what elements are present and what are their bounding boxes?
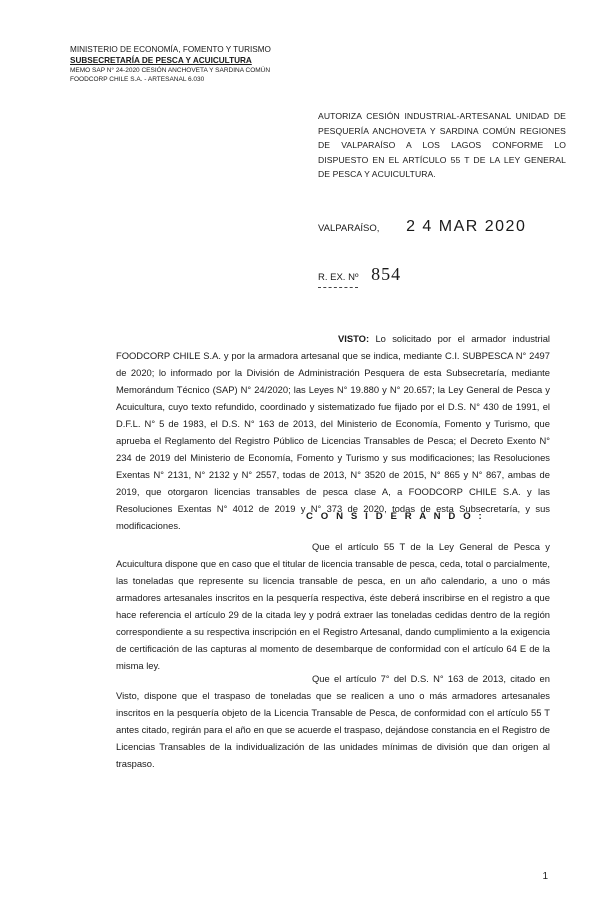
resolution-number bbox=[318, 264, 401, 285]
ministry-name: MINISTERIO DE ECONOMÍA, FOMENTO Y TURISMO bbox=[70, 45, 271, 54]
rex-number: 854 bbox=[371, 264, 402, 284]
date-stamp: 2 4 MAR 2020 bbox=[406, 218, 527, 235]
memo-reference: MEMO SAP N° 24-2020 CESIÓN ANCHOVETA Y SARDINA COMÚN bbox=[70, 67, 271, 74]
company-reference: FOODCORP CHILE S.A. - ARTESANAL 6.030 bbox=[70, 76, 205, 83]
rex-label: R. EX. Nº bbox=[318, 272, 359, 283]
subsecretaria-name: SUBSECRETARÍA DE PESCA Y ACUICULTURA bbox=[70, 56, 252, 65]
letterhead bbox=[70, 44, 310, 84]
considerando-paragraph-1: Que el artículo 55 T de la Ley General de Pesca y Acuicultura dispone que en caso que el titular de licencia transable de pesca, ceda, total o parcialmente, las toneladas que represente su licencia transable de pesca, en un año calendario, a uno o más armadores artesanales inscritos en la pesquería respectiva, éste deberá inscribirse en el registro a que hace referencia el artículo 29 de la citada ley y podrá extraer las toneladas cedidas dentro de la región correspondiente a su respectiva inscripción en el Registro Artesanal, dando cumplimiento a la exigencia de certificación de las capturas al momento de desembarque de conformidad con el artículo 64 E de la misma ley. bbox=[116, 541, 550, 671]
page-number: 1 bbox=[542, 871, 548, 882]
place-date bbox=[318, 218, 578, 236]
visto-paragraph bbox=[116, 330, 550, 534]
visto-text: Lo solicitado por el armador industrial FOODCORP CHILE S.A. y por la armadora artesanal que se indica, mediante C.I. SUBPESCA N° 2497 de 2020; lo informado por la División de Administración Pesquera de esta Subsecretaría, mediante Memorándum Técnico (SAP) N° 24/2020; las Leyes N° 19.880 y N° 20.657; la Ley General de Pesca y Acuicultura, cuyo texto refundido, coordinado y sistematizado fue fijado por el D.S. N° 430 de 1991, el D.F.L. N° 5 de 1983, el D.S. N° 163 de 2013, del Ministerio de Economía, Fomento y Turismo, que aprueba el Reglamento del Registro Público de Licencias Transables de Pesca; el Decreto Exento N° 234 de 2019 del Ministerio de Economía, Fomento y Turismo y sus modificaciones; las Resoluciones Exentas N° 2131, N° 2132 y N° 2557, todas de 2013, N° 3520 de 2015, N° 865 y N° 867, ambas de 2019, que otorgaron licencias transables de pesca clase A, a FOODCORP CHILE S.A. y las Resoluciones Exentas N° 4012 de 2019 y N° 373 de 2020, todas de esta Subsecretaría, y sus modificaciones. bbox=[116, 333, 550, 531]
considerando-heading: C O N S I D E R A N D O : bbox=[306, 511, 485, 522]
resolution-subject: AUTORIZA CESIÓN INDUSTRIAL-ARTESANAL UNIDAD DE PESQUERÍA ANCHOVETA Y SARDINA COMÚN REGIONES DE VALPARAÍSO A LOS LAGOS CONFORME LO DISPUESTO EN EL ARTÍCULO 55 T DE LA LEY GENERAL DE PESCA Y ACUICULTURA. bbox=[318, 111, 566, 179]
visto-lead: VISTO: bbox=[338, 333, 370, 344]
rex-underline bbox=[318, 287, 358, 288]
considerando-paragraph-2: Que el artículo 7° del D.S. N° 163 de 2013, citado en Visto, dispone que el traspaso de toneladas que se realicen a uno o más armadores artesanales inscritos en la pesquería objeto de la Licencia Transable de Pesca, de conformidad con el artículo 55 T antes citado, regirán para el año en que se acuerde el traspaso, dejándose constancia en el Registro de Licencias Transables de la individualización de las unidades mínimas de división que dan origen al traspaso. bbox=[116, 673, 550, 769]
place: VALPARAÍSO, bbox=[318, 223, 380, 234]
